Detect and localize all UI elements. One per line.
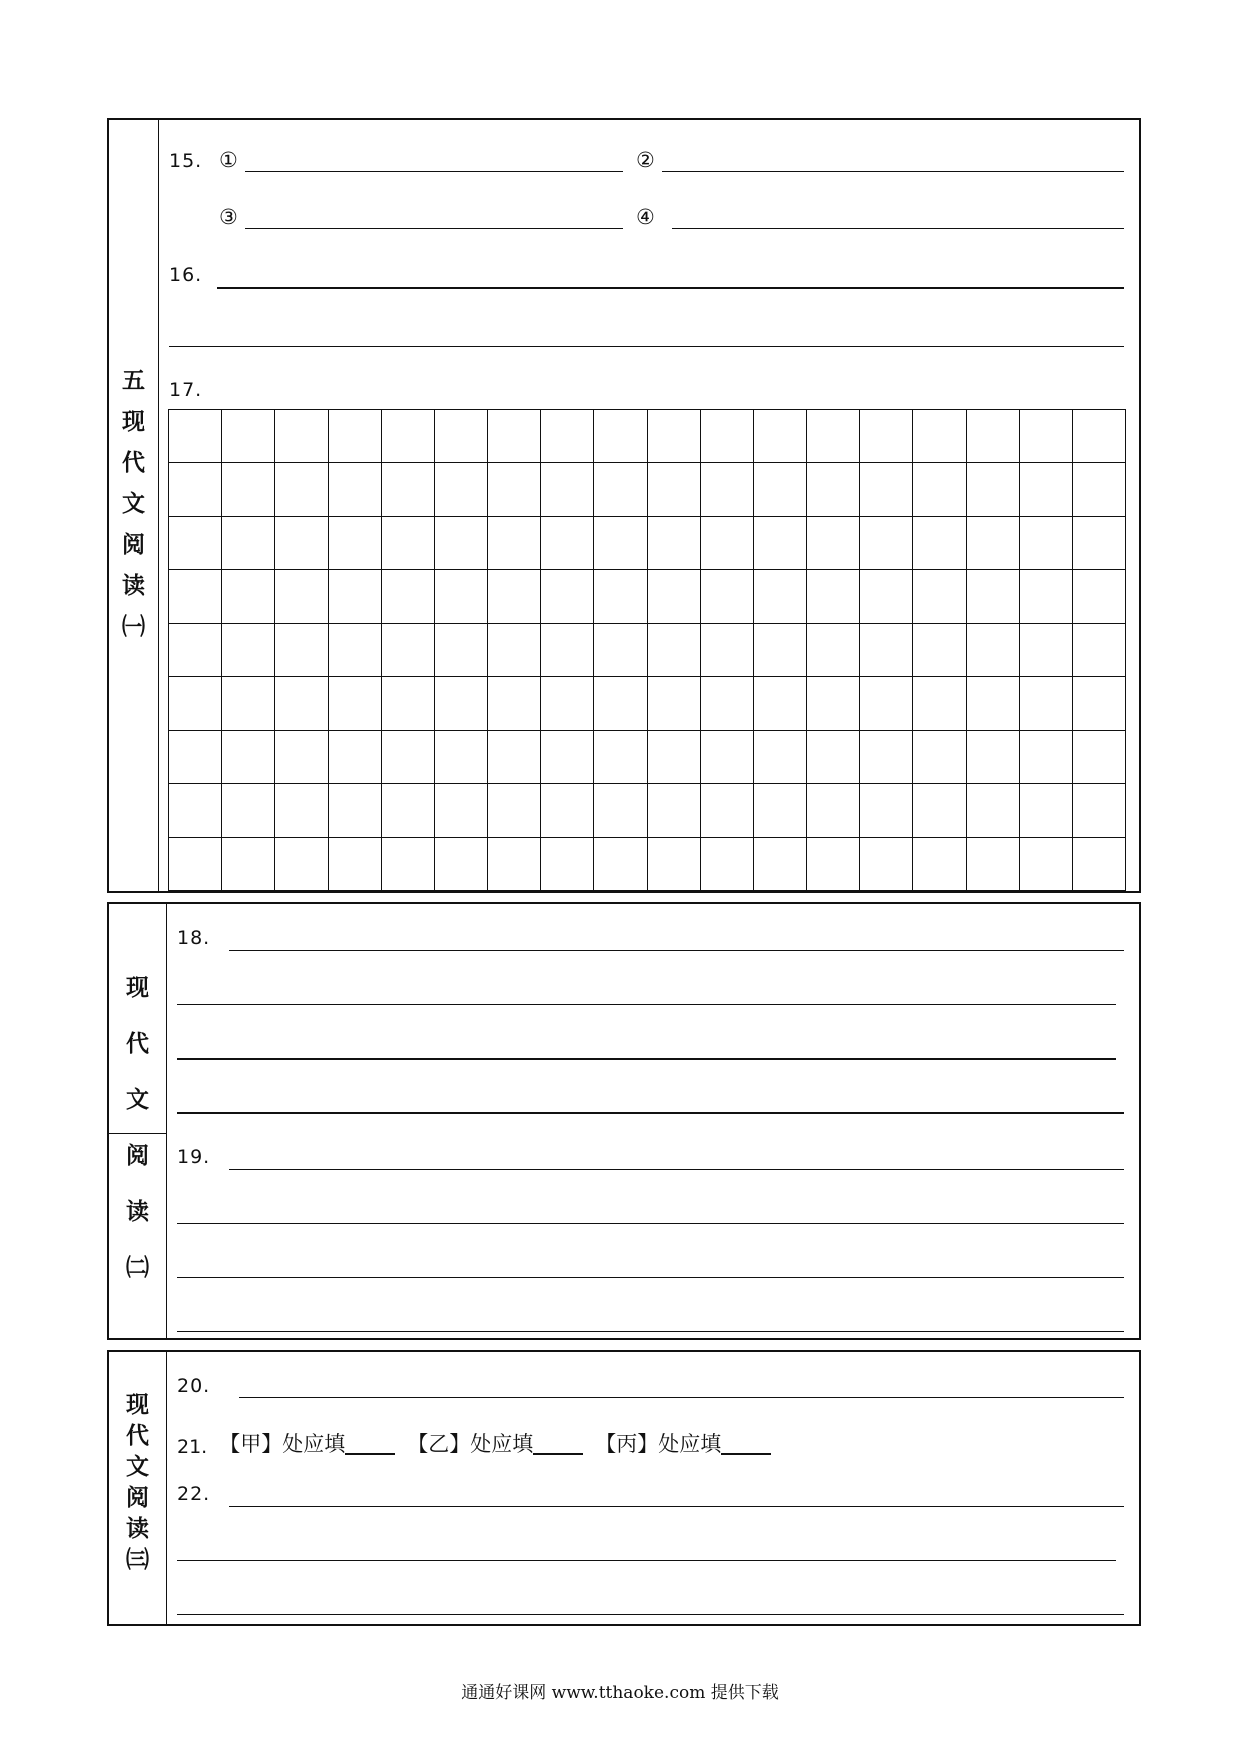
grid-cell[interactable]: [913, 463, 966, 516]
grid-cell[interactable]: [329, 517, 382, 570]
grid-cell[interactable]: [382, 517, 435, 570]
side-char: 文: [126, 1087, 149, 1113]
grid-cell[interactable]: [541, 570, 594, 623]
grid-cell[interactable]: [967, 624, 1020, 677]
grid-cell[interactable]: [648, 570, 701, 623]
grid-cell[interactable]: [169, 838, 222, 891]
grid-cell[interactable]: [1020, 410, 1073, 463]
grid-cell[interactable]: [860, 838, 913, 891]
grid-cell[interactable]: [594, 570, 647, 623]
grid-cell[interactable]: [701, 410, 754, 463]
grid-cell[interactable]: [488, 410, 541, 463]
side-char: 阅: [126, 1143, 149, 1169]
grid-cell[interactable]: [435, 570, 488, 623]
side-char: 代: [122, 450, 145, 476]
grid-cell[interactable]: [754, 463, 807, 516]
grid-cell[interactable]: [329, 410, 382, 463]
grid-cell[interactable]: [382, 570, 435, 623]
grid-cell[interactable]: [435, 731, 488, 784]
grid-cell[interactable]: [967, 463, 1020, 516]
grid-cell[interactable]: [435, 517, 488, 570]
grid-cell[interactable]: [329, 677, 382, 730]
grid-cell[interactable]: [222, 731, 275, 784]
side-char: ㈠: [122, 614, 145, 640]
grid-cell[interactable]: [1020, 570, 1073, 623]
fill-label-bing: 【丙】处应填: [595, 1432, 722, 1456]
grid-cell[interactable]: [541, 624, 594, 677]
grid-cell[interactable]: [1020, 677, 1073, 730]
grid-cell[interactable]: [1073, 517, 1126, 570]
answer-line-15-3[interactable]: [245, 228, 623, 229]
grid-cell[interactable]: [275, 677, 328, 730]
grid-cell[interactable]: [488, 517, 541, 570]
grid-cell[interactable]: [754, 410, 807, 463]
side-char: 读: [126, 1199, 149, 1225]
grid-cell[interactable]: [648, 624, 701, 677]
side-char: 五: [122, 368, 145, 394]
grid-cell[interactable]: [967, 784, 1020, 837]
fill-blank-jia[interactable]: [345, 1453, 395, 1455]
grid-cell[interactable]: [807, 677, 860, 730]
grid-cell[interactable]: [541, 838, 594, 891]
answer-line-18-2[interactable]: [177, 1004, 1116, 1005]
grid-cell[interactable]: [913, 517, 966, 570]
grid-cell[interactable]: [913, 677, 966, 730]
grid-cell[interactable]: [701, 731, 754, 784]
side-char: ㈡: [126, 1255, 149, 1281]
side-char: ㈢: [126, 1547, 149, 1573]
question-21: [177, 1428, 783, 1458]
answer-line-18-1[interactable]: [229, 950, 1124, 951]
question-number-16: 16.: [169, 264, 203, 286]
grid-cell[interactable]: [275, 463, 328, 516]
answer-line-22-3[interactable]: [177, 1614, 1124, 1615]
grid-cell[interactable]: [275, 784, 328, 837]
grid-cell[interactable]: [329, 784, 382, 837]
grid-cell[interactable]: [754, 784, 807, 837]
grid-cell[interactable]: [913, 570, 966, 623]
grid-cell[interactable]: [382, 838, 435, 891]
grid-cell[interactable]: [275, 624, 328, 677]
grid-cell[interactable]: [594, 410, 647, 463]
grid-cell[interactable]: [1020, 731, 1073, 784]
grid-cell[interactable]: [1073, 838, 1126, 891]
grid-cell[interactable]: [807, 570, 860, 623]
grid-cell[interactable]: [169, 410, 222, 463]
question-number-18: 18.: [177, 927, 211, 949]
question-number-17: 17.: [169, 379, 203, 401]
grid-cell[interactable]: [648, 517, 701, 570]
grid-cell[interactable]: [275, 517, 328, 570]
question-number-20: 20.: [177, 1375, 211, 1397]
grid-cell[interactable]: [382, 410, 435, 463]
grid-cell[interactable]: [754, 517, 807, 570]
side-char: 读: [126, 1516, 149, 1542]
grid-cell[interactable]: [488, 731, 541, 784]
grid-cell[interactable]: [222, 570, 275, 623]
grid-cell[interactable]: [807, 517, 860, 570]
grid-cell[interactable]: [807, 838, 860, 891]
answer-line-16-2[interactable]: [169, 346, 1124, 347]
grid-cell[interactable]: [169, 463, 222, 516]
fill-blank-bing[interactable]: [721, 1453, 771, 1455]
side-char: 现: [122, 409, 145, 435]
grid-cell[interactable]: [329, 731, 382, 784]
answer-line-20[interactable]: [239, 1397, 1124, 1398]
section-modern-reading-2: [107, 902, 1141, 1340]
answer-line-22-1[interactable]: [229, 1506, 1124, 1507]
side-char: 代: [126, 1031, 149, 1057]
grid-cell[interactable]: [701, 570, 754, 623]
writing-grid[interactable]: [168, 409, 1126, 891]
grid-cell[interactable]: [1073, 624, 1126, 677]
grid-cell[interactable]: [648, 784, 701, 837]
answer-line-22-2[interactable]: [177, 1560, 1116, 1561]
circle-number-2: ②: [636, 148, 655, 172]
grid-cell[interactable]: [275, 838, 328, 891]
grid-cell[interactable]: [435, 624, 488, 677]
grid-cell[interactable]: [807, 731, 860, 784]
grid-cell[interactable]: [594, 463, 647, 516]
grid-cell[interactable]: [648, 838, 701, 891]
grid-cell[interactable]: [860, 731, 913, 784]
grid-cell[interactable]: [222, 838, 275, 891]
grid-cell[interactable]: [488, 838, 541, 891]
side-char: 读: [122, 573, 145, 599]
grid-cell[interactable]: [807, 463, 860, 516]
question-number-19: 19.: [177, 1146, 211, 1168]
grid-cell[interactable]: [967, 517, 1020, 570]
section-side-label: [109, 120, 159, 891]
fill-label-jia: 【甲】处应填: [219, 1432, 346, 1456]
grid-cell[interactable]: [807, 410, 860, 463]
grid-cell[interactable]: [329, 624, 382, 677]
answer-line-18-3[interactable]: [177, 1058, 1116, 1060]
grid-cell[interactable]: [967, 677, 1020, 730]
grid-cell[interactable]: [1073, 410, 1126, 463]
grid-cell[interactable]: [488, 784, 541, 837]
grid-cell[interactable]: [648, 410, 701, 463]
grid-cell[interactable]: [435, 410, 488, 463]
grid-cell[interactable]: [488, 463, 541, 516]
grid-cell[interactable]: [648, 463, 701, 516]
section-side-label: [109, 1352, 167, 1624]
grid-cell[interactable]: [913, 784, 966, 837]
answer-line-19-4[interactable]: [177, 1331, 1124, 1332]
grid-cell[interactable]: [754, 624, 807, 677]
grid-cell[interactable]: [913, 624, 966, 677]
grid-cell[interactable]: [807, 784, 860, 837]
grid-cell[interactable]: [594, 784, 647, 837]
grid-cell[interactable]: [1020, 624, 1073, 677]
grid-cell[interactable]: [435, 784, 488, 837]
side-char: 阅: [122, 532, 145, 558]
grid-cell[interactable]: [594, 517, 647, 570]
grid-cell[interactable]: [807, 624, 860, 677]
grid-cell[interactable]: [435, 838, 488, 891]
grid-cell[interactable]: [1073, 570, 1126, 623]
grid-cell[interactable]: [754, 838, 807, 891]
grid-cell[interactable]: [1020, 838, 1073, 891]
question-divider: [109, 1133, 167, 1134]
answer-line-19-2[interactable]: [177, 1223, 1124, 1224]
grid-cell[interactable]: [913, 838, 966, 891]
answer-line-15-2[interactable]: [662, 171, 1124, 172]
grid-cell[interactable]: [222, 463, 275, 516]
grid-cell[interactable]: [222, 677, 275, 730]
grid-cell[interactable]: [967, 570, 1020, 623]
answer-line-16-1[interactable]: [217, 287, 1124, 289]
grid-cell[interactable]: [435, 677, 488, 730]
grid-cell[interactable]: [1073, 463, 1126, 516]
question-number-22: 22.: [177, 1483, 211, 1505]
grid-cell[interactable]: [860, 784, 913, 837]
grid-cell[interactable]: [382, 784, 435, 837]
side-char: 代: [126, 1423, 149, 1449]
answer-line-19-3[interactable]: [177, 1277, 1124, 1278]
page-footer: 通通好课网 www.tthaoke.com 提供下载: [461, 1683, 779, 1703]
section-modern-reading-3: [107, 1350, 1141, 1626]
grid-cell[interactable]: [913, 731, 966, 784]
grid-cell[interactable]: [488, 570, 541, 623]
grid-cell[interactable]: [754, 570, 807, 623]
side-char: 文: [122, 491, 145, 517]
grid-cell[interactable]: [1020, 784, 1073, 837]
grid-cell[interactable]: [1073, 677, 1126, 730]
grid-cell[interactable]: [541, 463, 594, 516]
grid-cell[interactable]: [967, 838, 1020, 891]
grid-cell[interactable]: [222, 624, 275, 677]
grid-cell[interactable]: [967, 731, 1020, 784]
grid-cell[interactable]: [275, 570, 328, 623]
answer-line-15-1[interactable]: [245, 171, 623, 172]
grid-cell[interactable]: [169, 677, 222, 730]
grid-cell[interactable]: [594, 624, 647, 677]
grid-cell[interactable]: [594, 838, 647, 891]
grid-cell[interactable]: [701, 463, 754, 516]
grid-cell[interactable]: [488, 624, 541, 677]
grid-cell[interactable]: [329, 570, 382, 623]
grid-cell[interactable]: [648, 731, 701, 784]
circle-number-3: ③: [219, 205, 238, 229]
grid-cell[interactable]: [648, 677, 701, 730]
grid-cell[interactable]: [1073, 731, 1126, 784]
grid-cell[interactable]: [860, 570, 913, 623]
grid-cell[interactable]: [541, 517, 594, 570]
side-char: 文: [126, 1454, 149, 1480]
grid-cell[interactable]: [541, 784, 594, 837]
grid-cell[interactable]: [860, 410, 913, 463]
grid-cell[interactable]: [754, 677, 807, 730]
circle-number-1: ①: [219, 148, 238, 172]
circle-number-4: ④: [636, 205, 655, 229]
grid-cell[interactable]: [541, 677, 594, 730]
section-side-label: [109, 904, 167, 1338]
answer-line-18-4[interactable]: [177, 1112, 1124, 1114]
grid-cell[interactable]: [169, 731, 222, 784]
grid-cell[interactable]: [860, 624, 913, 677]
grid-cell[interactable]: [169, 624, 222, 677]
grid-cell[interactable]: [382, 677, 435, 730]
grid-cell[interactable]: [541, 410, 594, 463]
section-modern-reading-1: [107, 118, 1141, 893]
fill-blank-yi[interactable]: [533, 1453, 583, 1455]
grid-cell[interactable]: [1020, 517, 1073, 570]
grid-cell[interactable]: [701, 677, 754, 730]
grid-cell[interactable]: [701, 624, 754, 677]
grid-cell[interactable]: [222, 784, 275, 837]
grid-cell[interactable]: [913, 410, 966, 463]
grid-cell[interactable]: [329, 838, 382, 891]
question-number-21: 21.: [177, 1436, 208, 1458]
grid-cell[interactable]: [1020, 463, 1073, 516]
grid-cell[interactable]: [701, 784, 754, 837]
grid-cell[interactable]: [541, 731, 594, 784]
grid-cell[interactable]: [701, 517, 754, 570]
grid-cell[interactable]: [169, 784, 222, 837]
side-char: 现: [126, 1392, 149, 1418]
grid-cell[interactable]: [860, 463, 913, 516]
question-number-15: 15.: [169, 150, 203, 172]
grid-cell[interactable]: [860, 517, 913, 570]
grid-cell[interactable]: [1073, 784, 1126, 837]
grid-cell[interactable]: [754, 731, 807, 784]
grid-cell[interactable]: [967, 410, 1020, 463]
grid-cell[interactable]: [860, 677, 913, 730]
grid-cell[interactable]: [701, 838, 754, 891]
grid-cell[interactable]: [222, 517, 275, 570]
side-char: 现: [126, 975, 149, 1001]
grid-cell[interactable]: [594, 677, 647, 730]
answer-line-19-1[interactable]: [229, 1169, 1124, 1170]
grid-cell[interactable]: [169, 517, 222, 570]
side-char: 阅: [126, 1485, 149, 1511]
grid-cell[interactable]: [435, 463, 488, 516]
grid-cell[interactable]: [382, 463, 435, 516]
grid-cell[interactable]: [382, 731, 435, 784]
grid-cell[interactable]: [222, 410, 275, 463]
grid-cell[interactable]: [594, 731, 647, 784]
grid-cell[interactable]: [169, 570, 222, 623]
grid-cell[interactable]: [382, 624, 435, 677]
fill-label-yi: 【乙】处应填: [407, 1432, 534, 1456]
grid-cell[interactable]: [275, 410, 328, 463]
grid-cell[interactable]: [488, 677, 541, 730]
answer-line-15-4[interactable]: [672, 228, 1124, 229]
grid-cell[interactable]: [329, 463, 382, 516]
grid-cell[interactable]: [275, 731, 328, 784]
